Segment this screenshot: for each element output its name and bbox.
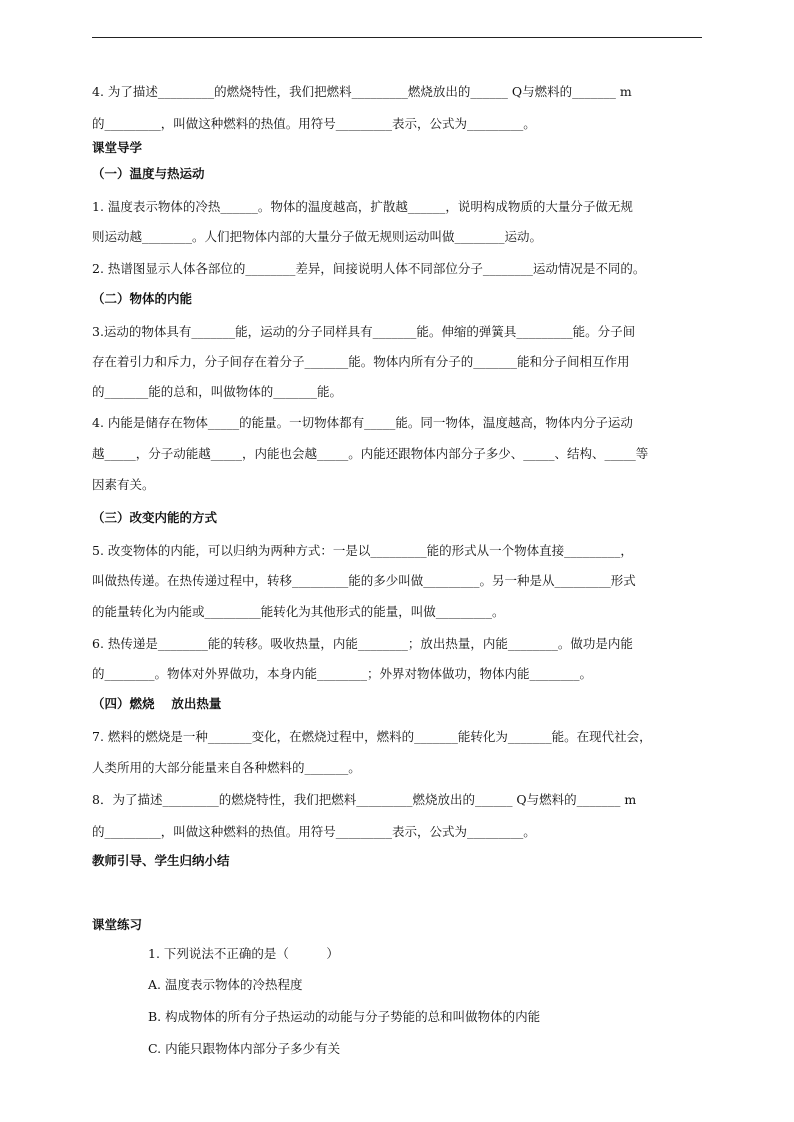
text-line: 则运动越________。人们把物体内部的大量分子做无规则运动叫做________运动。: [92, 229, 543, 244]
text-line: 人类所用的大部分能量来自各种燃料的_______。: [92, 760, 361, 775]
text-line: 的能量转化为内能或_________能转化为其他形式的能量，叫做_________。: [92, 604, 505, 619]
text-line: 7. 燃料的燃烧是一种_______变化，在燃烧过程中，燃料的_______能转化为_______能。在现代社会，: [92, 729, 652, 744]
text-line: 的________。物体对外界做功，本身内能________；外界对物体做功，物体内能________。: [92, 666, 593, 681]
section-heading: 教师引导、学生归纳小结: [92, 853, 230, 868]
text-line: 因素有关。: [92, 477, 155, 492]
section-heading: 课堂导学: [92, 140, 143, 155]
text-line: 2. 热谱图显示人体各部位的________差异，间接说明人体不同部位分子________运动情况是不同的。: [92, 261, 646, 276]
subsection-heading: （二）物体的内能: [92, 291, 193, 306]
answer-option: B. 构成物体的所有分子热运动的动能与分子势能的总和叫做物体的内能: [148, 1009, 541, 1024]
text-line: 存在着引力和斥力，分子间存在着分子_______能。物体内所有分子的_______能和分子间相互作用: [92, 354, 630, 369]
text-line: 的_________，叫做这种燃料的热值。用符号_________表示，公式为_________。: [92, 116, 536, 131]
answer-option: A. 温度表示物体的冷热程度: [148, 977, 303, 992]
subsection-heading: （一）温度与热运动: [92, 166, 205, 181]
text-line: 叫做热传递。在热传递过程中，转移_________能的多少叫做_________。另一种是从_________形式: [92, 573, 636, 588]
text-line: 6. 热传递是________能的转移。吸收热量，内能________；放出热量，内能________。做功是内能: [92, 636, 633, 651]
section-heading: 课堂练习: [92, 917, 143, 932]
text-line: 的_________，叫做这种燃料的热值。用符号_________表示，公式为_________。: [92, 824, 536, 839]
text-line: 5. 改变物体的内能，可以归纳为两种方式：一是以_________能的形式从一个物体直接_________，: [92, 543, 633, 558]
subsection-heading: （三）改变内能的方式: [92, 510, 218, 525]
text-line: 8．为了描述_________的燃烧特性，我们把燃料_________燃烧放出的______ Q与燃料的_______ m: [92, 792, 637, 807]
text-line: 的_______能的总和，叫做物体的_______能。: [92, 384, 343, 399]
text-line: 4. 为了描述_________的燃烧特性，我们把燃料_________燃烧放出的______ Q与燃料的_______ m: [92, 84, 632, 99]
text-line: 4. 内能是储存在物体_____的能量。一切物体都有_____能。同一物体，温度越高，物体内分子运动: [92, 415, 633, 430]
text-line: 3.运动的物体具有_______能，运动的分子同样具有_______能。伸缩的弹簧具_________能。分子间: [92, 324, 636, 339]
text-line: 1. 温度表示物体的冷热______。物体的温度越高，扩散越______，说明构成物质的大量分子做无规: [92, 199, 633, 214]
header-rule: [92, 37, 702, 38]
subsection-heading: （四）燃烧 放出热量: [92, 696, 222, 711]
question-stem: 1. 下列说法不正确的是（ ）: [148, 946, 339, 961]
text-line: 越_____，分子动能越_____，内能也会越_____。内能还跟物体内部分子多少、_____、结构、_____等: [92, 446, 649, 461]
answer-option: C. 内能只跟物体内部分子多少有关: [148, 1041, 341, 1056]
